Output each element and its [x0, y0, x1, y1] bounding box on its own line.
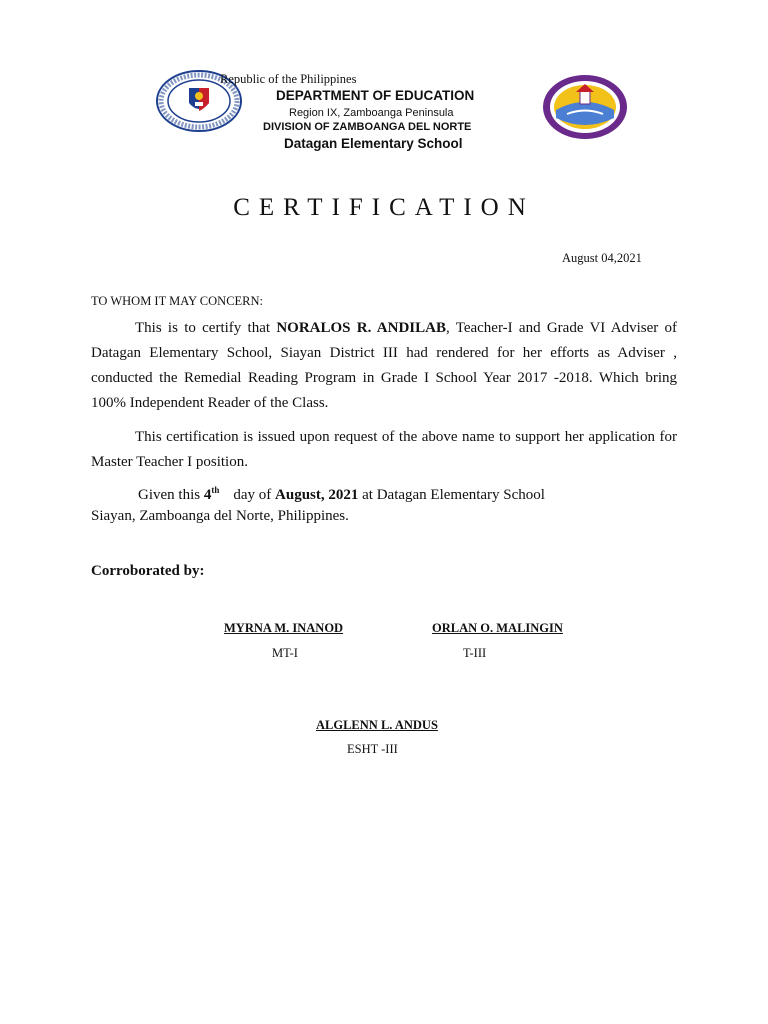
document-title: CERTIFICATION: [233, 194, 535, 221]
signatory-name: ALGLENN L. ANDUS: [316, 718, 438, 732]
place-line-1: at Datagan Elementary School: [358, 487, 545, 503]
day-number: 4: [203, 487, 212, 503]
signatory-name: ORLAN O. MALINGIN: [432, 621, 563, 635]
division-label: DIVISION OF ZAMBOANGA DEL NORTE: [263, 121, 472, 133]
certification-paragraph: [91, 316, 677, 416]
signatory-position: MT-I: [272, 646, 298, 660]
corroborated-label: Corroborated by:: [91, 563, 205, 579]
place-line-2: Siayan, Zamboanga del Norte, Philippines.: [91, 508, 349, 524]
republic-label: Republic of the Philippines: [220, 72, 357, 86]
signatory-position: ESHT -III: [347, 742, 398, 756]
given-paragraph: [91, 485, 691, 527]
day-suffix: th: [211, 485, 220, 495]
request-paragraph: This certification is issued upon request of the above name to support her application for Master Teacher I position.: [91, 429, 677, 470]
p1-pre: This is to certify that: [135, 320, 277, 336]
school-seal-logo: [542, 74, 628, 140]
department-label: DEPARTMENT OF EDUCATION: [276, 88, 475, 103]
month-year: August, 2021: [275, 487, 359, 503]
school-name: Datagan Elementary School: [284, 136, 463, 151]
day-word: day of: [233, 487, 276, 503]
p1-post: , Teacher-I and Grade VI Adviser of Datagan Elementary School, Siayan District III had rendered for her efforts as Adviser , conducted the Remedial Reading Program in Grade I School Year 2017 -2018. Which bring 100% Independent Reader of the Class.: [91, 320, 677, 411]
salutation: TO WHOM IT MAY CONCERN:: [91, 294, 264, 308]
signatory-position: T-III: [463, 646, 487, 660]
region-label: Region IX, Zamboanga Peninsula: [289, 107, 454, 119]
signatory-name: MYRNA M. INANOD: [224, 621, 344, 635]
teacher-name: NORALOS R. ANDILAB: [276, 320, 446, 336]
document-date: August 04,2021: [562, 251, 642, 265]
given-text: Given this: [138, 487, 204, 503]
